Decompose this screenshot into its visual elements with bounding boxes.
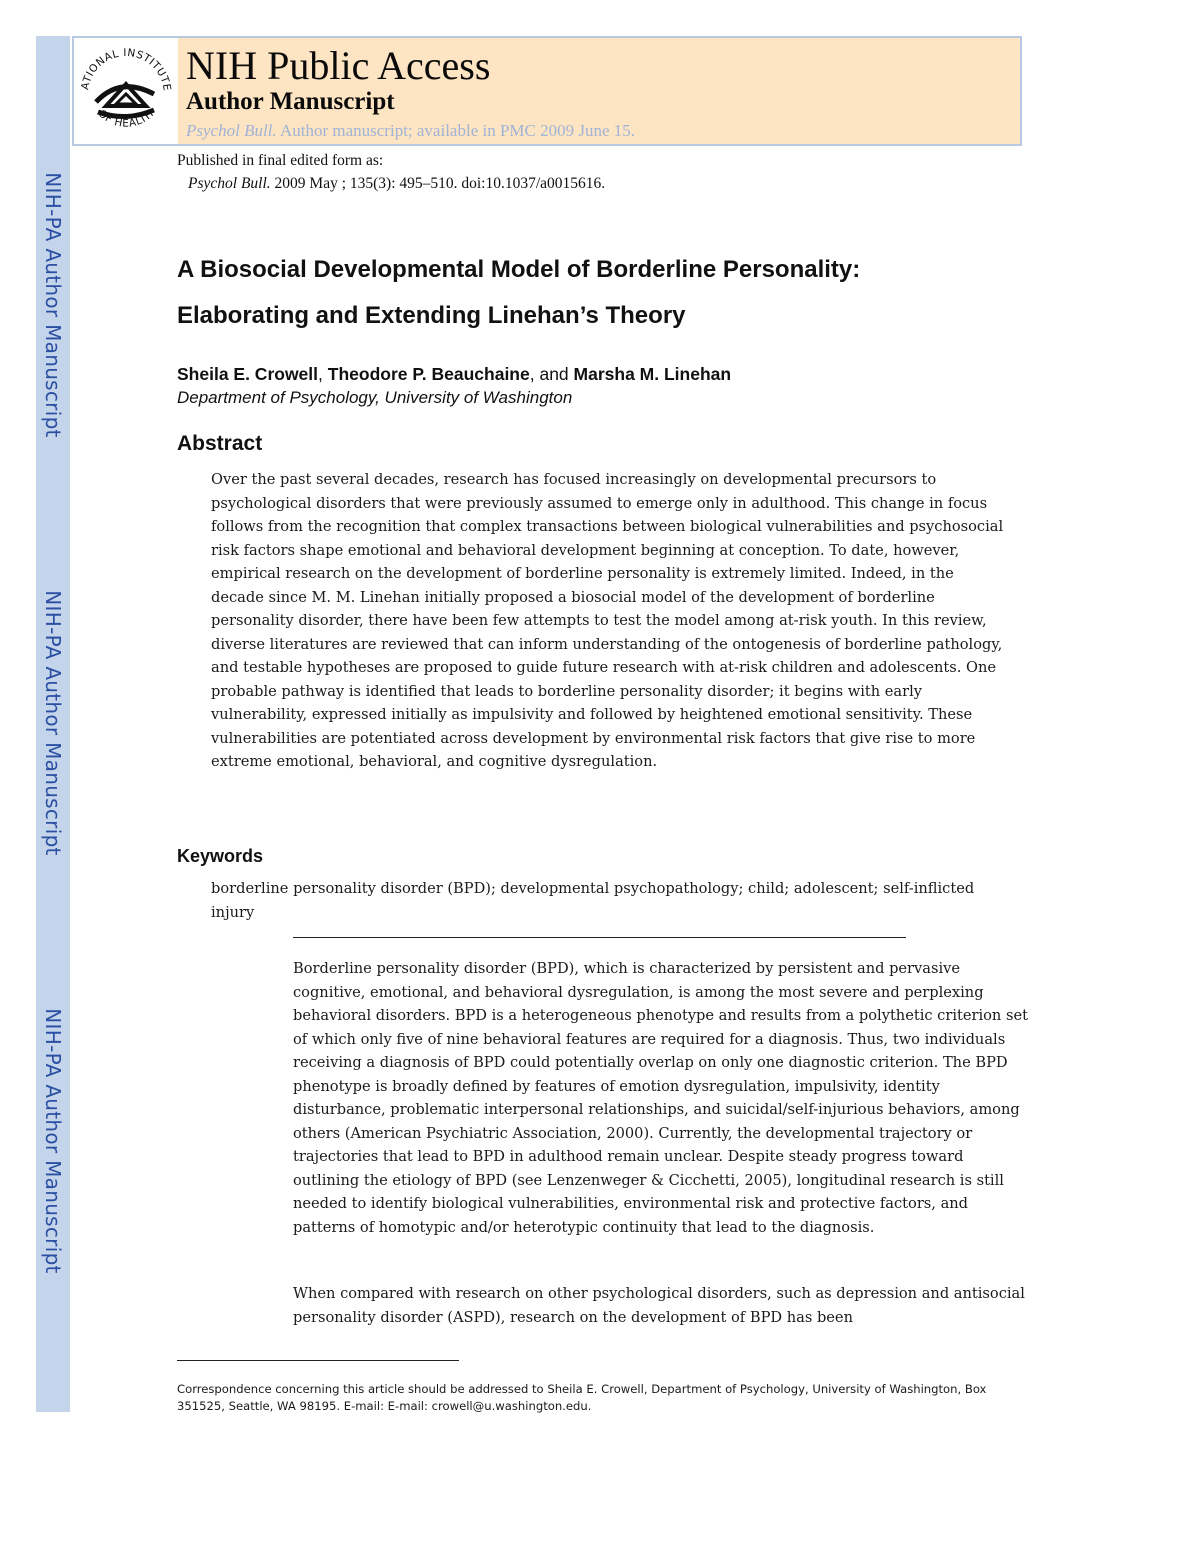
- abstract-heading: Abstract: [177, 432, 263, 455]
- availability-line: [186, 121, 635, 141]
- svg-text:NATIONAL INSTITUTES: ATIONAL INSTITUTE: [79, 46, 173, 92]
- banner: [178, 38, 1020, 144]
- nih-logo: [74, 38, 178, 144]
- banner-subtitle: Author Manuscript: [186, 88, 395, 115]
- footnote-divider: [177, 1360, 459, 1361]
- banner-title: NIH Public Access: [186, 43, 491, 88]
- article-title-line-1: A Biosocial Developmental Model of Borderline Personality:: [177, 256, 861, 283]
- keywords-heading: Keywords: [177, 846, 264, 866]
- citation-text: 2009 May ; 135(3): 495–510. doi:10.1037/a0015616.: [270, 175, 606, 192]
- availability-journal: Psychol Bull.: [186, 121, 277, 140]
- published-label: Published in final edited form as:: [177, 152, 384, 169]
- author-2: Theodore P. Beauchaine: [327, 364, 530, 384]
- author-sep-1: ,: [318, 364, 328, 384]
- body-paragraph-2: When compared with research on other psychological disorders, such as depression and antisocial personality disorder (ASPD), research on the development of BPD has been: [293, 1285, 1025, 1326]
- author-1: Sheila E. Crowell: [177, 364, 319, 384]
- article-title-line-2: Elaborating and Extending Linehan’s Theory: [177, 302, 686, 329]
- sidebar-label-2: NIH-PA Author Manuscript: [41, 590, 65, 856]
- citation-journal: Psychol Bull.: [188, 175, 271, 192]
- nih-logo-icon: [74, 38, 178, 144]
- author-sep-2: , and: [529, 364, 574, 384]
- header-box: [72, 36, 1022, 146]
- footnote-text: Correspondence concerning this article should be addressed to Sheila E. Crowell, Department of Psychology, University of Washington, Box 351525, Seattle, WA 98195. E-mail: E-mail: crowell@u.washington.edu.: [177, 1382, 987, 1413]
- abstract-text: Over the past several decades, research has focused increasingly on developmental precursors to psychological disorders that were previously assumed to emerge only in adulthood. This change in focus follows from the recognition that complex transactions between biological vulnerabilities and psychosocial risk factors shape emotional and behavioral development beginning at conception. To date, however, empirical research on the development of borderline personality is extremely limited. Indeed, in the decade since M. M. Linehan initially proposed a biosocial model of the development of borderline personality disorder, there have been few attempts to test the model among at-risk youth. In this review, diverse literatures are reviewed that can inform understanding of the ontogenesis of borderline pathology, and testable hypotheses are proposed to guide future research with at-risk children and adolescents. One probable pathway is identified that leads to borderline personality disorder; it begins with early vulnerability, expressed initially as impulsivity and followed by heightened emotional sensitivity. These vulnerabilities are potentiated across development by environmental risk factors that give rise to more extreme emotional, behavioral, and cognitive dysregulation.: [211, 471, 1004, 770]
- keywords-text: borderline personality disorder (BPD); developmental psychopathology; child; adolescent; self-inflicted injury: [211, 880, 975, 921]
- citation-line: [188, 175, 605, 193]
- section-divider: [293, 937, 906, 938]
- authors-line: [177, 364, 731, 385]
- svg-text:OF HEALTH: OF HEALTH: [95, 107, 157, 130]
- body-paragraph-1: Borderline personality disorder (BPD), which is characterized by persistent and pervasive cognitive, emotional, and behavioral dysregulation, is among the most severe and perplexing behavioral disorders. BPD is a heterogeneous phenotype and results from a polythetic criterion set of which only five of nine behavioral features are required for a diagnosis. Thus, two individuals receiving a diagnosis of BPD could potentially overlap on only one diagnostic criterion. The BPD phenotype is broadly defined by features of emotion dysregulation, impulsivity, identity disturbance, problematic interpersonal relationships, and suicidal/self-injurious behaviors, among others (American Psychiatric Association, 2000). Currently, the developmental trajectory or trajectories that lead to BPD in adulthood remain unclear. Despite steady progress toward outlining the etiology of BPD (see Lenzenweger & Cicchetti, 2005), longitudinal research is still needed to identify biological vulnerabilities, environmental risk and protective factors, and patterns of homotypic and/or heterotypic continuity that lead to the diagnosis.: [293, 960, 1028, 1236]
- affiliation: Department of Psychology, University of Washington: [177, 388, 573, 407]
- availability-text: Author manuscript; available in PMC 2009 June 15.: [276, 121, 636, 140]
- sidebar-label-1: NIH-PA Author Manuscript: [41, 172, 65, 438]
- sidebar-label-3: NIH-PA Author Manuscript: [41, 1008, 65, 1274]
- author-3: Marsha M. Linehan: [573, 364, 732, 384]
